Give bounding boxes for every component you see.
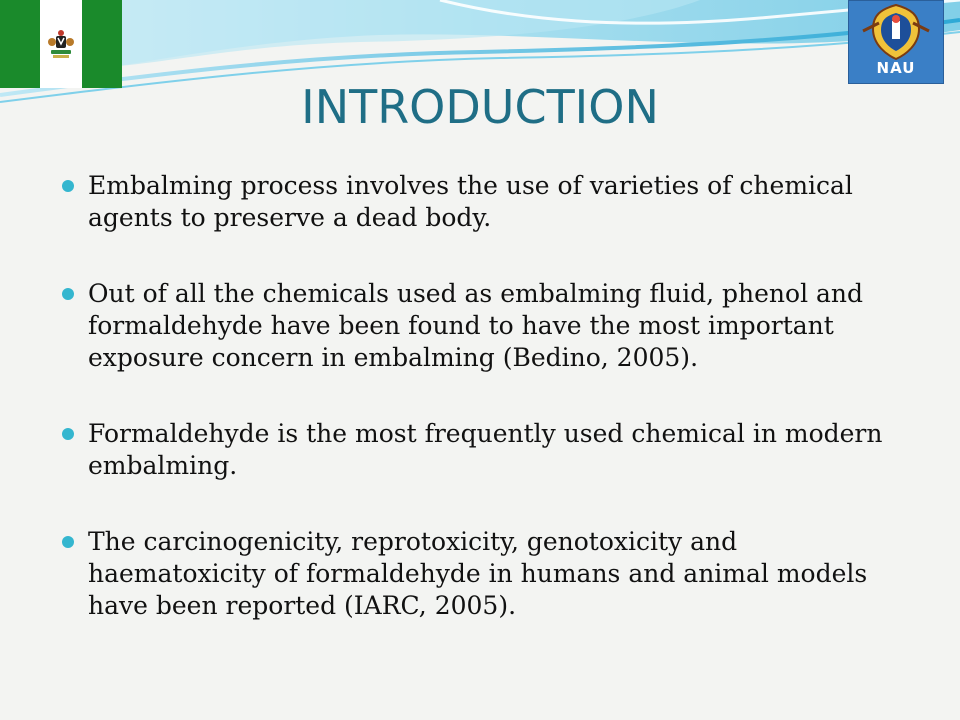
bullet-dot-icon <box>62 288 74 300</box>
bullet-item <box>62 170 902 234</box>
university-logo-icon <box>848 0 944 84</box>
flag-white-stripe <box>40 0 82 88</box>
bullet-item <box>62 418 902 482</box>
logo-text: NAU <box>876 59 916 77</box>
bullet-item <box>62 278 902 374</box>
university-crest-icon <box>849 1 943 61</box>
bullet-dot-icon <box>62 536 74 548</box>
flag-green-stripe-right <box>82 0 122 88</box>
bullet-text: Formaldehyde is the most frequently used chemical in modern embalming. <box>88 419 883 480</box>
flag-green-stripe-left <box>0 0 40 88</box>
nigeria-flag-icon <box>0 0 122 88</box>
bullet-dot-icon <box>62 428 74 440</box>
slide-title: INTRODUCTION <box>301 80 659 134</box>
bullet-text: The carcinogenicity, reprotoxicity, genotoxicity and haematoxicity of formaldehyde in humans and animal models have been reported (IARC, 2005). <box>88 527 868 620</box>
bullet-list <box>62 170 902 666</box>
bullet-dot-icon <box>62 180 74 192</box>
bullet-item <box>62 526 902 622</box>
bullet-text: Out of all the chemicals used as embalming fluid, phenol and formaldehyde have been found to have the most important exposure concern in embalming (Bedino, 2005). <box>88 279 864 372</box>
bullet-text: Embalming process involves the use of varieties of chemical agents to preserve a dead body. <box>88 171 853 232</box>
coat-of-arms-icon <box>43 28 79 60</box>
